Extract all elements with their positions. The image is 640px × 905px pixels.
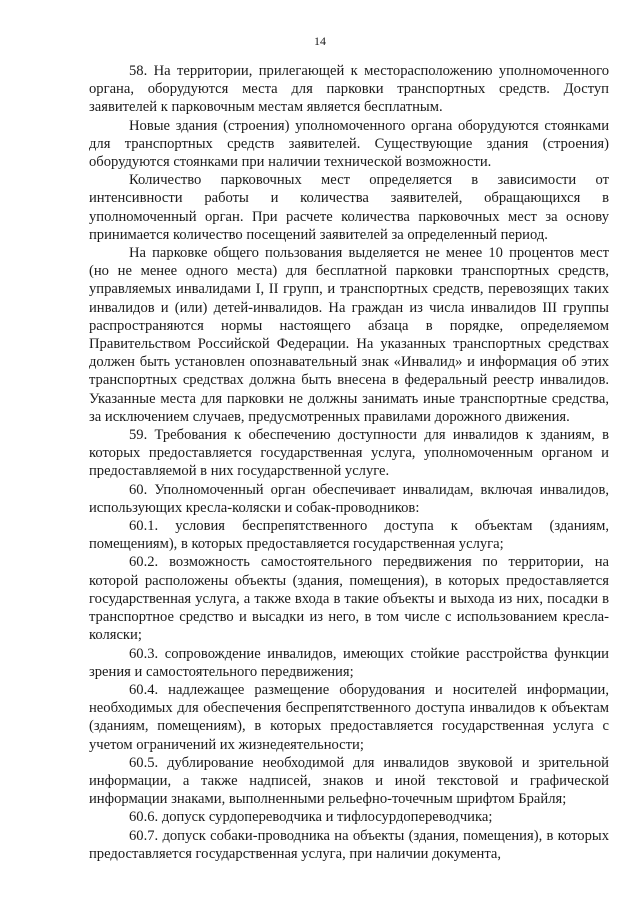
paragraph-60-7: 60.7. допуск собаки-проводника на объекты (здания, помещения), в которых предоставляется государственная услуга, при наличии документа,: [89, 827, 609, 862]
paragraph-parking-count: Количество парковочных мест определяется в зависимости от интенсивности работы и количества заявителей, обращающихся в уполномоченный орган. При расчете количества парковочных мест за основу принимается количество посещений заявителей за определенный период.: [89, 172, 609, 243]
paragraph-60-1: 60.1. условия беспрепятственного доступа к объектам (зданиям, помещениям), в которых предоставляется государственная услуга;: [89, 518, 609, 553]
document-body: [89, 62, 609, 863]
paragraph-new-buildings: Новые здания (строения) уполномоченного органа оборудуются стоянками для транспортных средств заявителей. Существующие здания (строения) оборудуются стоянками при наличии технической возможности.: [89, 117, 609, 171]
paragraph-59: 59. Требования к обеспечению доступности для инвалидов к зданиям, в которых предоставляется государственная услуга, уполномоченным органом и предоставляемой в них государственной услуге.: [89, 427, 609, 480]
paragraph-60-3: 60.3. сопровождение инвалидов, имеющих стойкие расстройства функции зрения и самостоятельного передвижения;: [89, 645, 609, 680]
paragraph-60: 60. Уполномоченный орган обеспечивает инвалидам, включая инвалидов, использующих кресла-коляски и собак-проводников:: [89, 481, 609, 516]
page-number: 14: [314, 34, 326, 48]
paragraph-60-4: 60.4. надлежащее размещение оборудования и носителей информации, необходимых для обеспечения беспрепятственного доступа инвалидов к объектам (зданиям, помещениям), в которых предоставляется государственная услуга с учетом ограничений их жизнедеятельности;: [89, 681, 609, 753]
paragraph-58: 58. На территории, прилегающей к месторасположению уполномоченного органа, оборудуются места для парковки транспортных средств. Доступ заявителей к парковочным местам является бесплатным.: [89, 63, 609, 116]
paragraph-60-5: 60.5. дублирование необходимой для инвалидов звуковой и зрительной информации, а также надписей, знаков и иной текстовой и графической информации знаками, выполненными рельефно-точечным шрифтом Брайля;: [89, 754, 609, 808]
paragraph-disabled-parking: На парковке общего пользования выделяется не менее 10 процентов мест (но не менее одного места) для бесплатной парковки транспортных средств, управляемых инвалидами I, II групп, и транспортных средств, перевозящих таких инвалидов и (или) детей-инвалидов. На граждан из числа инвалидов III группы распространяются нормы настоящего абзаца в порядке, определяемом Правительством Российской Федерации. На указанных транспортных средствах должен быть установлен опознавательный знак «Инвалид» и информация об этих транспортных средствах должна быть внесена в федеральный реестр инвалидов. Указанные места для парковки не должны занимать иные транспортные средства, за исключением случаев, предусмотренных правилами дорожного движения.: [89, 245, 609, 425]
paragraph-60-2: 60.2. возможность самостоятельного передвижения по территории, на которой расположены объекты (здания, помещения), в которых предоставляется государственная услуга, а также входа в такие объекты и выхода из них, посадки в транспортное средство и высадки из него, в том числе с использованием кресла-коляски;: [89, 554, 609, 644]
paragraph-60-6: 60.6. допуск сурдопереводчика и тифлосурдопереводчика;: [129, 809, 493, 826]
